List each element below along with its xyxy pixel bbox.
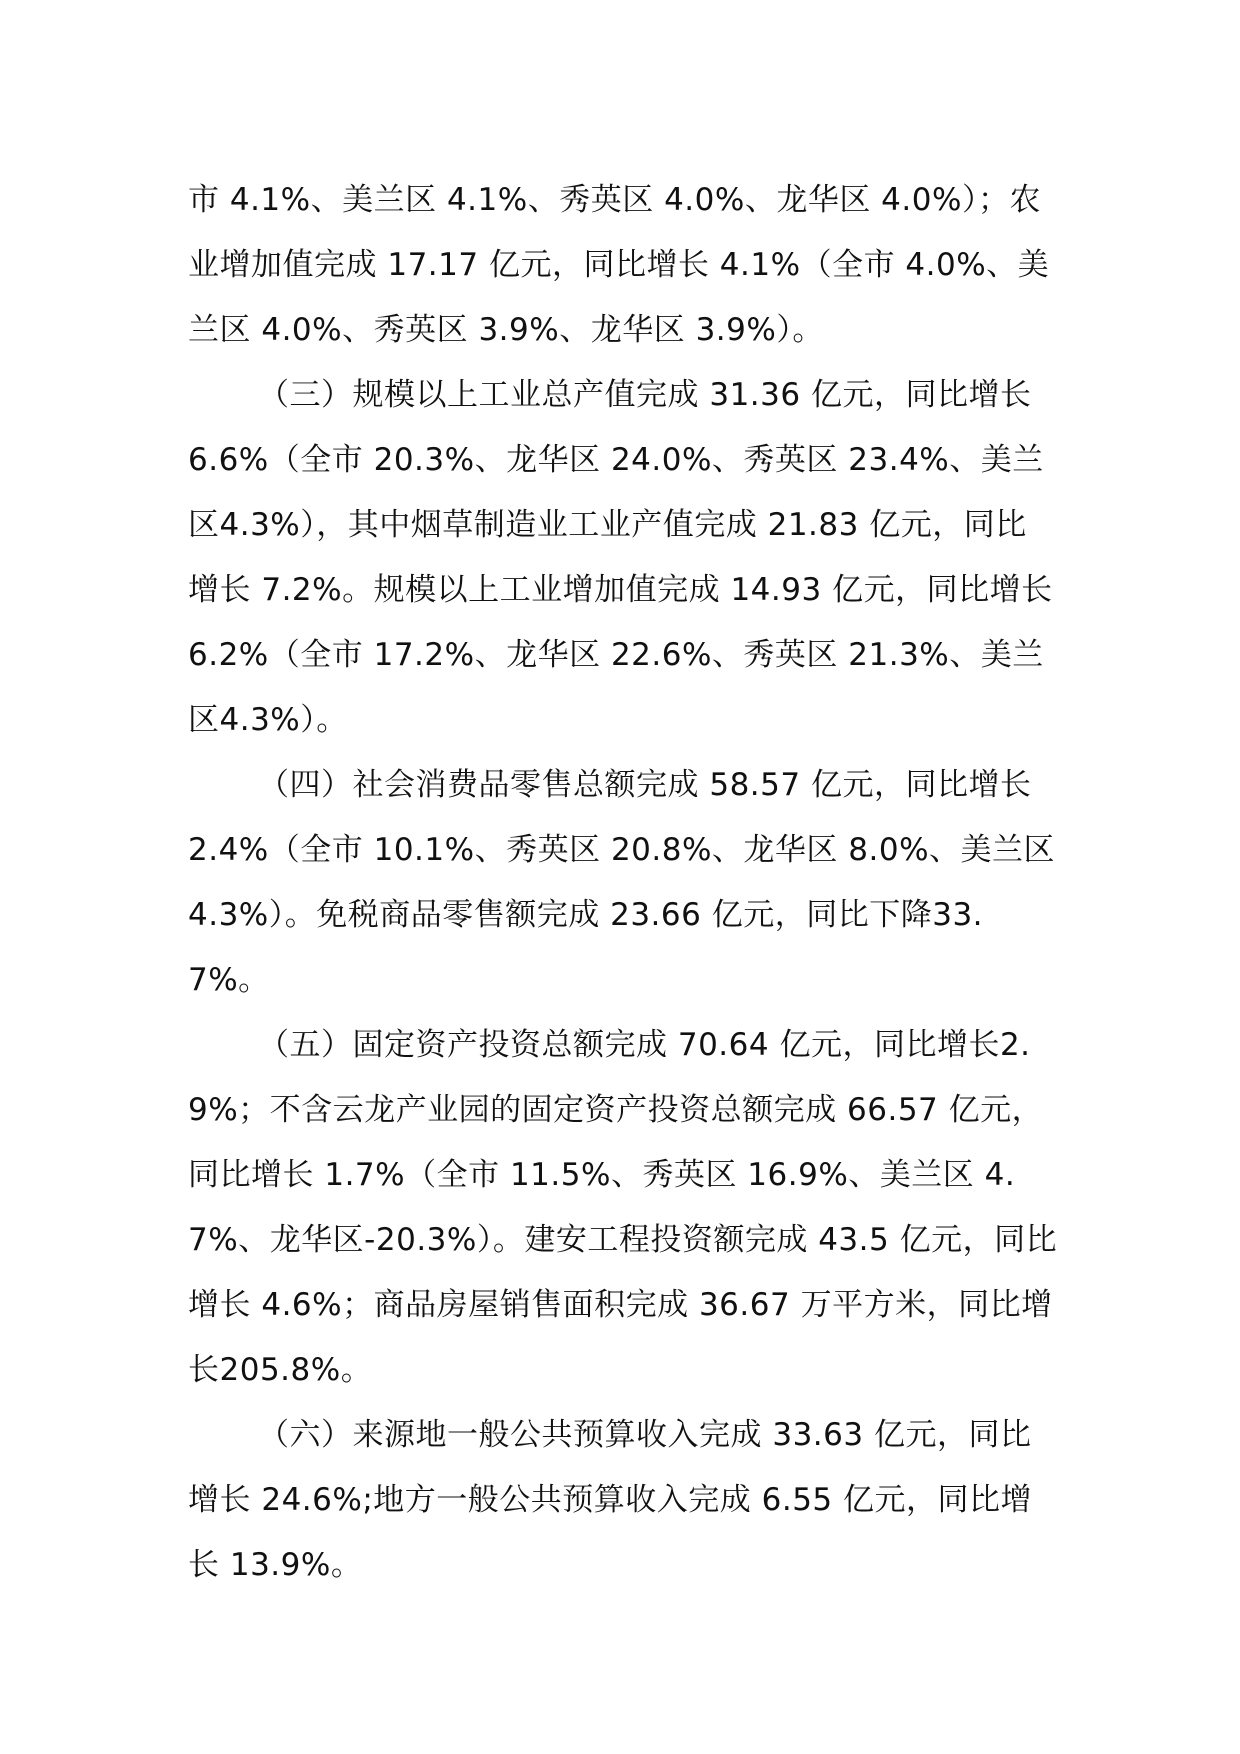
text-line: 区 4.0%、秀英区 3.9%、龙华区 3.9%）。 [219,312,824,348]
text-line: （四）社会消费品零售总额完成 58.57 亿元，同比增长 [258,767,1032,803]
text-line: 33.7%。 [188,897,984,998]
text-line: 增长 24.6%;地方一般公共预算收入完成 6.55 亿元，同比增 [188,1482,1033,1518]
paragraph-section-4-retail [188,753,1058,1013]
text-line: （五）固定资产投资总额完成 70.64 亿元，同比增长 [258,1027,1000,1063]
text-line: 增加值完成 17.17 亿元，同比增长 4.1%（全市 4.0%、美兰 [188,247,1050,348]
text-line: 4.3%）。 [219,702,348,738]
text-line: 6.2%（全市 17.2%、龙华区 22.6%、秀英区 21.3%、美兰区 [188,637,1044,738]
text-line: 2.4%（全市 10.1%、秀英区 20.8%、龙华区 8.0%、美兰区 [188,832,1056,868]
text-line: 长 7.2%。规模以上工业增加值完成 14.93 亿元，同比增长 [219,572,1053,608]
text-line: 2.9%；不含云龙产业园的固定资产投资总额完成 66.57 亿元， [188,1027,1044,1128]
document-body [188,168,1058,1598]
text-line: （六）来源地一般公共预算收入完成 33.63 亿元，同比 [258,1417,1032,1453]
text-line: 4.3%）。免税商品零售额完成 23.66 亿元，同比下降 [188,897,933,933]
text-line: 龙华区-20.3%）。建安工程投资额完成 43.5 亿元，同比增 [188,1222,1058,1323]
text-line: 同比增长 1.7%（全市 11.5%、秀英区 16.9%、美兰区 4.7%、 [188,1157,1016,1258]
text-line: 6.6%（全市 20.3%、龙华区 24.0%、秀英区 23.4%、美兰区 [188,442,1044,543]
text-line: 长 4.6%；商品房屋销售面积完成 36.67 万平方米，同比增长 [188,1287,1053,1388]
text-line: 4.3%），其中烟草制造业工业产值完成 21.83 亿元，同比增 [188,507,1027,608]
paragraph-section-3-industry [188,363,1058,753]
text-line: （三）规模以上工业总产值完成 31.36 亿元，同比增长 [258,377,1032,413]
paragraph-section-5-investment [188,1013,1058,1403]
text-line: 长 13.9%。 [188,1547,363,1583]
paragraph-agriculture-continuation [188,168,1058,363]
text-line: 市 4.1%、美兰区 4.1%、秀英区 4.0%、龙华区 4.0%）；农业 [188,182,1041,283]
text-line: 205.8%。 [219,1352,373,1388]
paragraph-section-6-budget [188,1403,1058,1598]
